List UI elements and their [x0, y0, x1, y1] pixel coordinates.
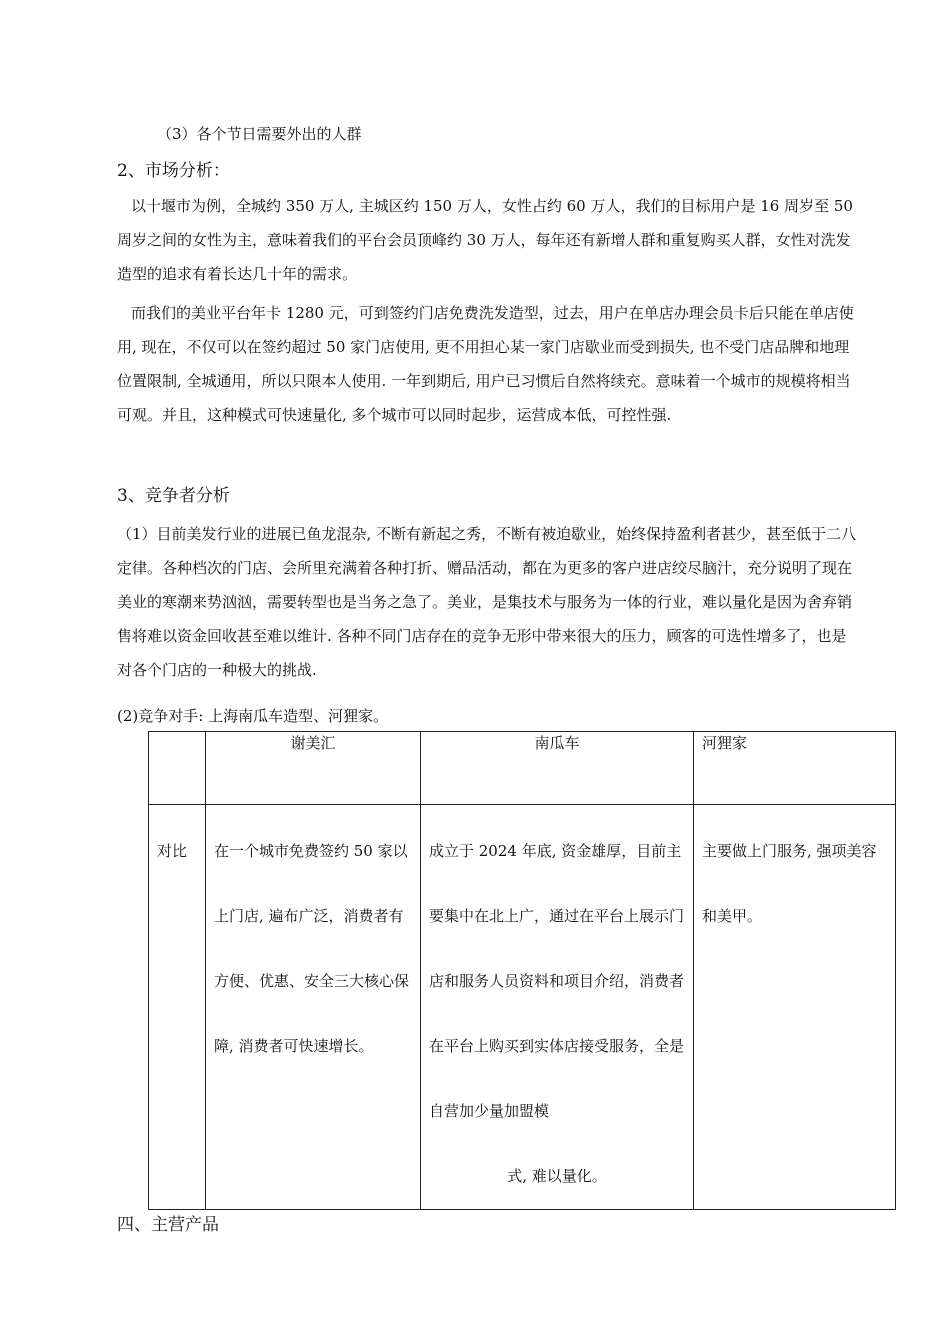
table-header-nanguache: 南瓜车 [421, 732, 694, 805]
cell-nanguache [421, 805, 694, 1210]
cell-xiemeihui [206, 805, 421, 1210]
section-4-heading: 四、主营产品 [117, 1215, 219, 1235]
market-paragraph-2: 而我们的美业平台年卡 1280 元，可到签约门店免费洗发造型，过去，用户在单店办理会员卡后只能在单店使用, 现在，不仅可以在签约超过 50 家门店使用, 更不用担心某一家门店歇业而受到损失, 也不受门店品牌和地理位置限制, 全城通用，所以只限本人使用. 一年到期后, 用户已习惯后自然将续充。意味着一个城市的规模将相当可观。并且，这种模式可快速量化, 多个城市可以同时起步，运营成本低，可控性强. [117, 304, 854, 424]
cell-nanguache-text [429, 819, 685, 1209]
cell-helijia [694, 805, 896, 1210]
competitor-paragraph-1: （1）目前美发行业的进展已鱼龙混杂, 不断有新起之秀，不断有被迫歇业，始终保持盈利者甚少，甚至低于二八定律。各种档次的门店、会所里充满着各种打折、赠品活动，都在为更多的客户进店绞尽脑汁，充分说明了现在美业的寒潮来势汹汹，需要转型也是当务之急了。美业，是集技术与服务为一体的行业，难以量化是因为舍弃销售将难以资金回收甚至难以维计. 各种不同门店存在的竞争无形中带来很大的压力，顾客的可选性增多了，也是对各个门店的一种极大的挑战. [117, 525, 857, 679]
competitor-table [148, 731, 896, 1210]
row-label-text: 对比 [157, 842, 188, 860]
competitor-paragraph-2: (2)竞争对手: 上海南瓜车造型、河狸家。 [117, 707, 389, 725]
section-3-heading: 3、竞争者分析 [117, 486, 230, 506]
cell-nanguache-main: 成立于 2024 年底, 资金雄厚，目前主要集中在北上广，通过在平台上展示门店和服务人员资料和项目介绍，消费者在平台上购买到实体店接受服务，全是自营加少量加盟模 [429, 842, 685, 1120]
cell-helijia-text: 主要做上门服务, 强项美容和美甲。 [702, 842, 877, 925]
market-paragraph-1: 以十堰市为例，全城约 350 万人, 主城区约 150 万人，女性占约 60 万人，我们的目标用户是 16 周岁至 50 周岁之间的女性为主，意味着我们的平台会员顶峰约 30 万人，每年还有新增人群和重复购买人群，女性对洗发造型的追求有着长达几十年的需求。 [117, 197, 853, 283]
row-label-compare [149, 805, 206, 1210]
table-header-empty [149, 732, 206, 805]
list-item-3: （3）各个节日需要外出的人群 [157, 125, 362, 143]
table-header-row [149, 732, 896, 805]
table-header-xiemeihui: 谢美汇 [206, 732, 421, 805]
cell-nanguache-tail: 式, 难以量化。 [507, 1167, 607, 1185]
table-header-helijia: 河狸家 [694, 732, 896, 805]
section-2-heading: 2、市场分析： [117, 161, 230, 181]
cell-xiemeihui-text: 在一个城市免费签约 50 家以上门店, 遍布广泛，消费者有方便、优惠、安全三大核心保障, 消费者可快速增长。 [214, 842, 410, 1055]
table-row [149, 805, 896, 1210]
